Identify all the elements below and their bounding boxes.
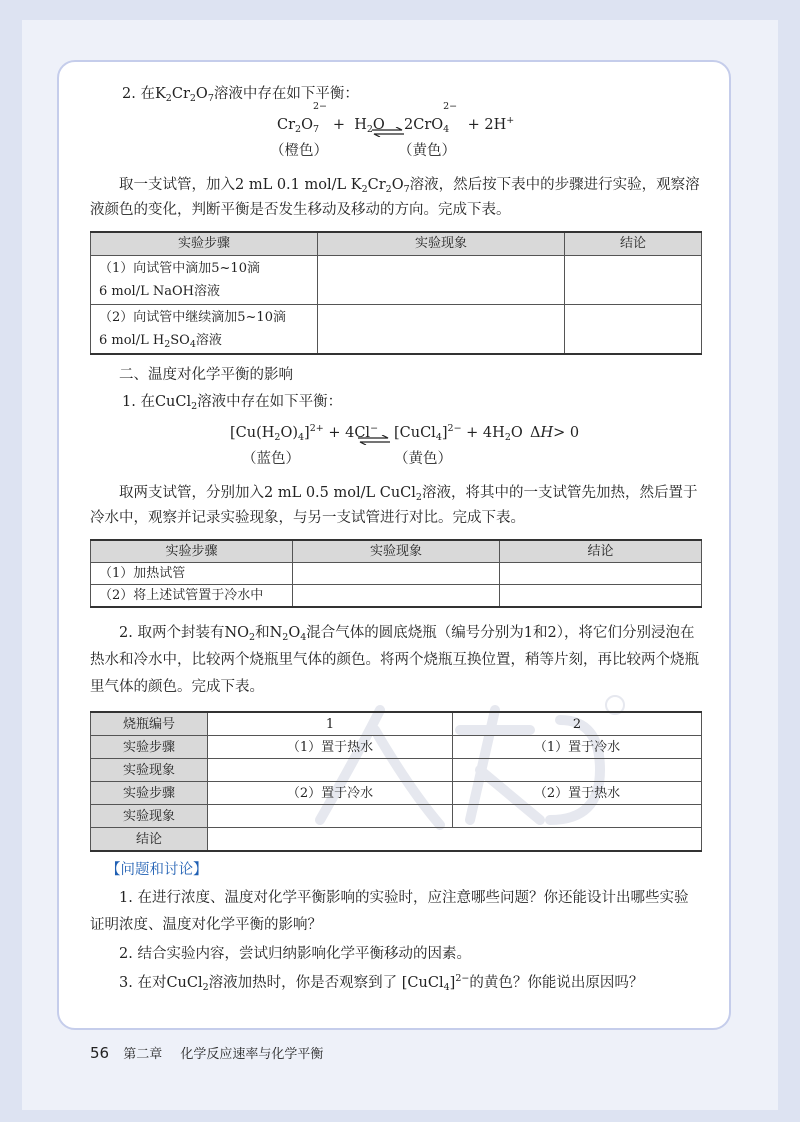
discussion-title: 【问题和讨论】 [106,862,208,878]
table-header-row: 实验步骤 实验现象 结论 [91,232,702,256]
chapter-title: 化学反应速率与化学平衡 [180,1047,324,1062]
paragraph-no2: 2. 取两个封装有$NO_2$和$N_2O_4$混合气体的圆底烧瓶（编号分别为1和2），将它们分别浸泡在热水和冷水中，比较两个烧瓶里气体的颜色。将两个烧瓶互换位置，稍等片刻，再比较两个烧瓶里气体的颜色。完成下表。 [90,625,699,695]
paragraph-copper: 取两支试管，分别加入2 mL 0.5 mol/L CuCl$_2$溶液，将其中的一支试管先加热，然后置于冷水中，观察并记录实验现象，与另一支试管进行对比。完成下表。 [90,485,698,526]
page-content [90,82,702,997]
table-row: （1）加热试管 [91,563,702,585]
equation-chromate-labels: （橙色） （黄色） [270,143,456,159]
table-concentration [90,231,702,355]
table-row: 烧瓶编号 1 2 [91,712,702,736]
page-number: 56 [90,1044,110,1062]
table-flasks [90,711,702,852]
table-row: 实验步骤 （1）置于热水 （1）置于冷水 [91,736,702,759]
table-header-row: 实验步骤 实验现象 结论 [91,540,702,563]
item2-line: 2. 在$K_2Cr_2O_7$溶液中存在如下平衡： [122,86,359,104]
table-row: （2）向试管中继续滴加5~10滴 6 mol/L $H_2SO_4$溶液 [91,305,702,355]
section-title-temperature: 二、温度对化学平衡的影响 [119,367,293,383]
table-row: 实验现象 [91,759,702,782]
table-temperature [90,539,702,608]
equation-copper-labels: （蓝色） （黄色） [242,451,452,467]
discussion-question-1: 1. 在进行浓度、温度对化学平衡影响的实验时，应注意哪些问题？你还能设计出哪些实验证明浓度、温度对化学平衡的影响？ [90,890,689,933]
paragraph-chromate: 取一支试管，加入2 mL 0.1 mol/L $K_2Cr_2O_7$溶液，然后按下表中的步骤进行实验，观察溶液颜色的变化，判断平衡是否发生移动及移动的方向。完成下表。 [90,177,700,218]
item1-line: 1. 在CuCl$_2$溶液中存在如下平衡： [122,394,343,412]
page-footer [90,1043,323,1062]
table-row: （2）将上述试管置于冷水中 [91,585,702,608]
table-row: 实验现象 [91,805,702,828]
table-row: 实验步骤 （2）置于冷水 （2）置于热水 [91,782,702,805]
equation-chromate: $Cr_2O$ 2− $_7$ + $H_2O$ 2CrO 2− $_4$ + 2H+ [90,113,702,139]
discussion-question-3: 3. 在对CuCl$_2$溶液加热时，你是否观察到了 [CuCl$_4$]$^{2-}$的黄色？你能说出原因吗？ [119,973,644,993]
table-row: 结论 [91,828,702,852]
discussion-question-2: 2. 结合实验内容，尝试归纳影响化学平衡移动的因素。 [119,946,471,962]
table-row: （1）向试管中滴加5~10滴 6 mol/L NaOH溶液 [91,256,702,305]
equation-copper: $[Cu(H_2O)_4]^{2+} + 4Cl^-$ [CuCl$_4$]$^{2-}$ + $4H_2O$ ΔH> 0 [90,421,702,447]
chapter-label: 第二章 [123,1047,163,1062]
